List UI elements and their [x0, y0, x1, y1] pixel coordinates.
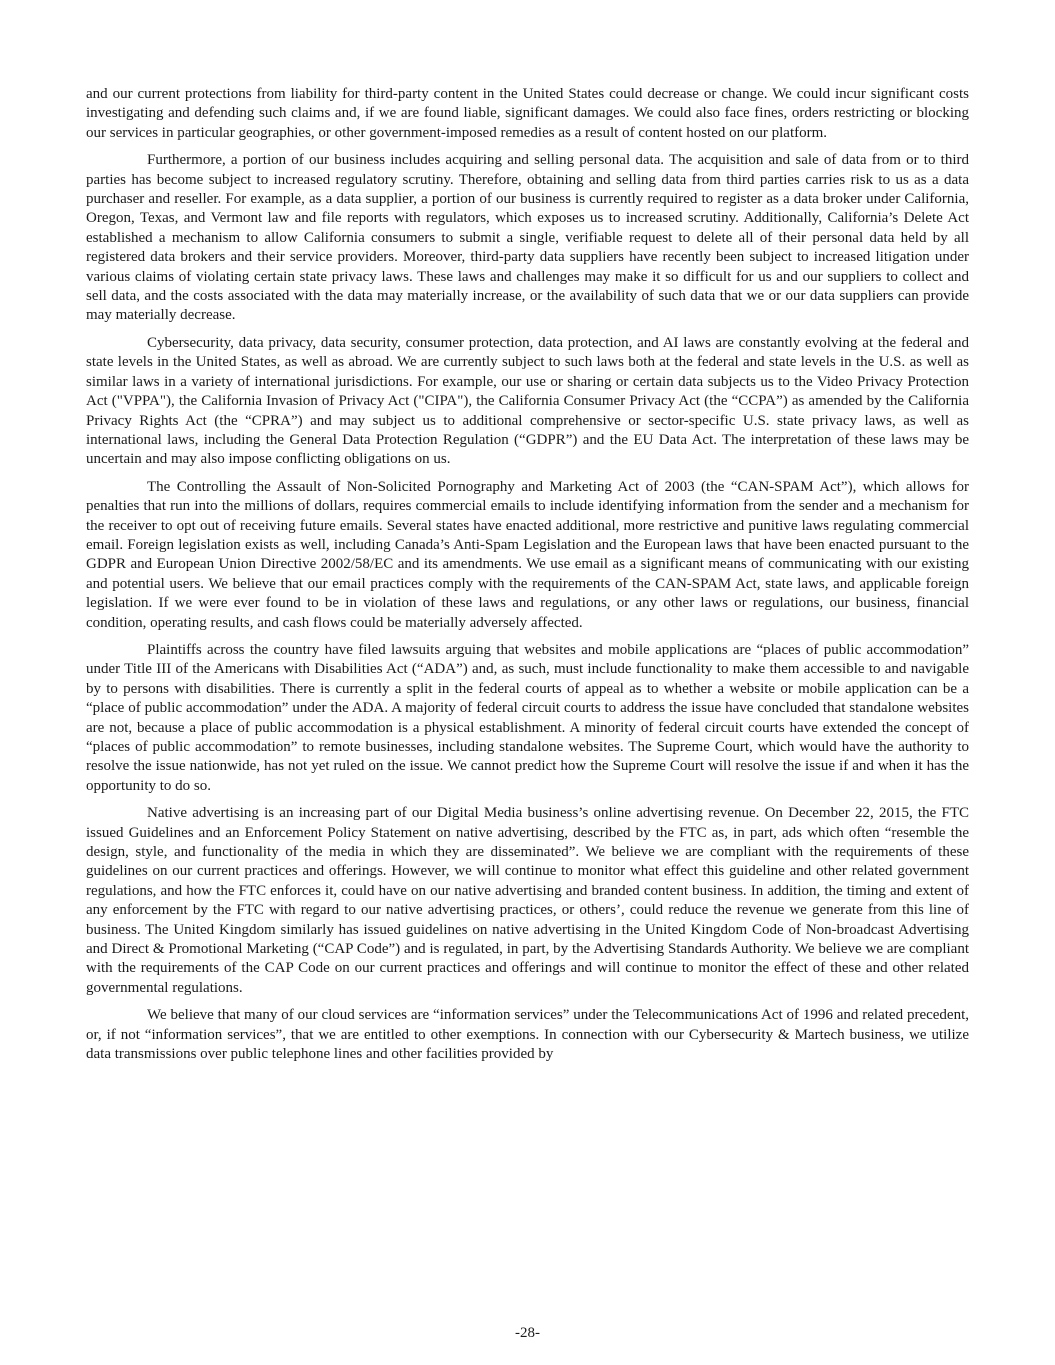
paragraph-privacy-laws: Cybersecurity, data privacy, data security, consumer protection, data protection, and AI laws are constantly evolving at the federal and state levels in the United States, as well as abroad. We are currently subject to such laws both at the federal and state levels in the U.S. as well as similar laws in a variety of international jurisdictions. For example, our use or sharing or certain data subjects us to the Video Privacy Protection Act ("VPPA"), the California Invasion of Privacy Act ("CIPA"), the California Consumer Privacy Act (the “CCPA”) as amended by the California Privacy Rights Act (the “CPRA”) and may subject us to additional comprehensive or sector-specific U.S. state privacy laws, as well as international laws, including the General Data Protection Regulation (“GDPR”) and the EU Data Act. The interpretation of these laws may be uncertain and may also impose conflicting obligations on us. — [86, 334, 969, 468]
paragraph-information-services: We believe that many of our cloud services are “information services” under the Telecommunications Act of 1996 and related precedent, or, if not “information services”, that we are entitled to other exemptions. In connection with our Cybersecurity & Martech business, we utilize data transmissions over public telephone lines and other facilities provided by — [86, 1007, 969, 1063]
paragraph-native-advertising: Native advertising is an increasing part of our Digital Media business’s online advertising revenue. On December 22, 2015, the FTC issued Guidelines and an Enforcement Policy Statement on native advertising, described by the FTC as, in part, ads which often “resemble the design, style, and functionality of the media in which they are disseminated”. We believe we are compliant with the requirements of these guidelines on our current practices and offerings. However, we will continue to monitor what effect this guideline and other related government regulations, and how the FTC enforces it, could have on our native advertising and branded content business. In addition, the timing and extent of any enforcement by the FTC with regard to our native advertising practices, or others’, could reduce the revenue we generate from this line of business. The United Kingdom similarly has issued guidelines on native advertising in the United Kingdom Code of Non-broadcast Advertising and Direct & Promotional Marketing (“CAP Code”) and is regulated, in part, by the Advertising Standards Authority. We believe we are compliant with the requirements of the CAP Code on our current practices and offerings and will continue to monitor the effect of these and other related governmental regulations. — [86, 805, 969, 996]
paragraph-can-spam: The Controlling the Assault of Non-Solicited Pornography and Marketing Act of 2003 (the “CAN-SPAM Act”), which allows for penalties that run into the millions of dollars, requires commercial emails to include identifying information from the sender and a mechanism for the receiver to opt out of receiving future emails. Several states have enacted additional, more restrictive and punitive laws regulating commercial email. Foreign legislation exists as well, including Canada’s Anti-Spam Legislation and the European laws that have been enacted pursuant to the GDPR and European Union Directive 2002/58/EC and its amendments. We use email as a significant means of communicating with our existing and potential users. We believe that our email practices comply with the requirements of the CAN-SPAM Act, state laws, and applicable foreign legislation. If we were ever found to be in violation of these laws and regulations, or any other laws or regulations, our business, financial condition, operating results, and cash flows could be materially adversely affected. — [86, 478, 969, 631]
paragraph-liability-continuation: and our current protections from liability for third-party content in the United States could decrease or change. We could incur significant costs investigating and defending such claims and, if we are found liable, significant damages. We could also face fines, orders restricting or blocking our services in particular geographies, or other government-imposed remedies as a result of content hosted on our platform. — [86, 86, 969, 141]
page-number: -28- — [515, 1325, 540, 1341]
paragraph-personal-data: Furthermore, a portion of our business includes acquiring and selling personal data. The acquisition and sale of data from or to third parties has become subject to increased regulatory scrutiny. Therefore, obtaining and selling data from third parties carries risk to us as a data purchaser and reseller. For example, as a data supplier, a portion of our business is currently required to register as a data broker under California, Oregon, Texas, and Vermont law and file reports with regulators, which exposes us to increased scrutiny. Additionally, California’s Delete Act established a mechanism to allow California consumers to submit a single, verifiable request to delete all of their personal data held by all registered data brokers and their service providers. Moreover, third-party data suppliers have recently been subject to increased litigation under various claims of violating certain state privacy laws. These laws and challenges may make it so difficult for us and our suppliers to collect and sell data, and the costs associated with the data may materially increase, or the availability of such data that we or our data suppliers can provide may materially decrease. — [86, 152, 969, 324]
paragraph-ada: Plaintiffs across the country have filed lawsuits arguing that websites and mobile applications are “places of public accommodation” under Title III of the Americans with Disabilities Act (“ADA”) and, as such, must include functionality to make them accessible to and navigable by to persons with disabilities. There is currently a split in the federal courts of appeal as to whether a website or mobile application can be a “place of public accommodation” under the ADA. A majority of federal circuit courts to address the issue have concluded that standalone websites are not, because a place of public accommodation is a physical establishment. A minority of federal circuit courts have extended the concept of “places of public accommodation” to remote businesses, including standalone websites. The Supreme Court, which would have the authority to resolve the issue nationwide, has not yet ruled on the issue. We cannot predict how the Supreme Court will resolve the issue if and when it has the opportunity to do so. — [86, 641, 969, 794]
document-body — [86, 85, 969, 1073]
